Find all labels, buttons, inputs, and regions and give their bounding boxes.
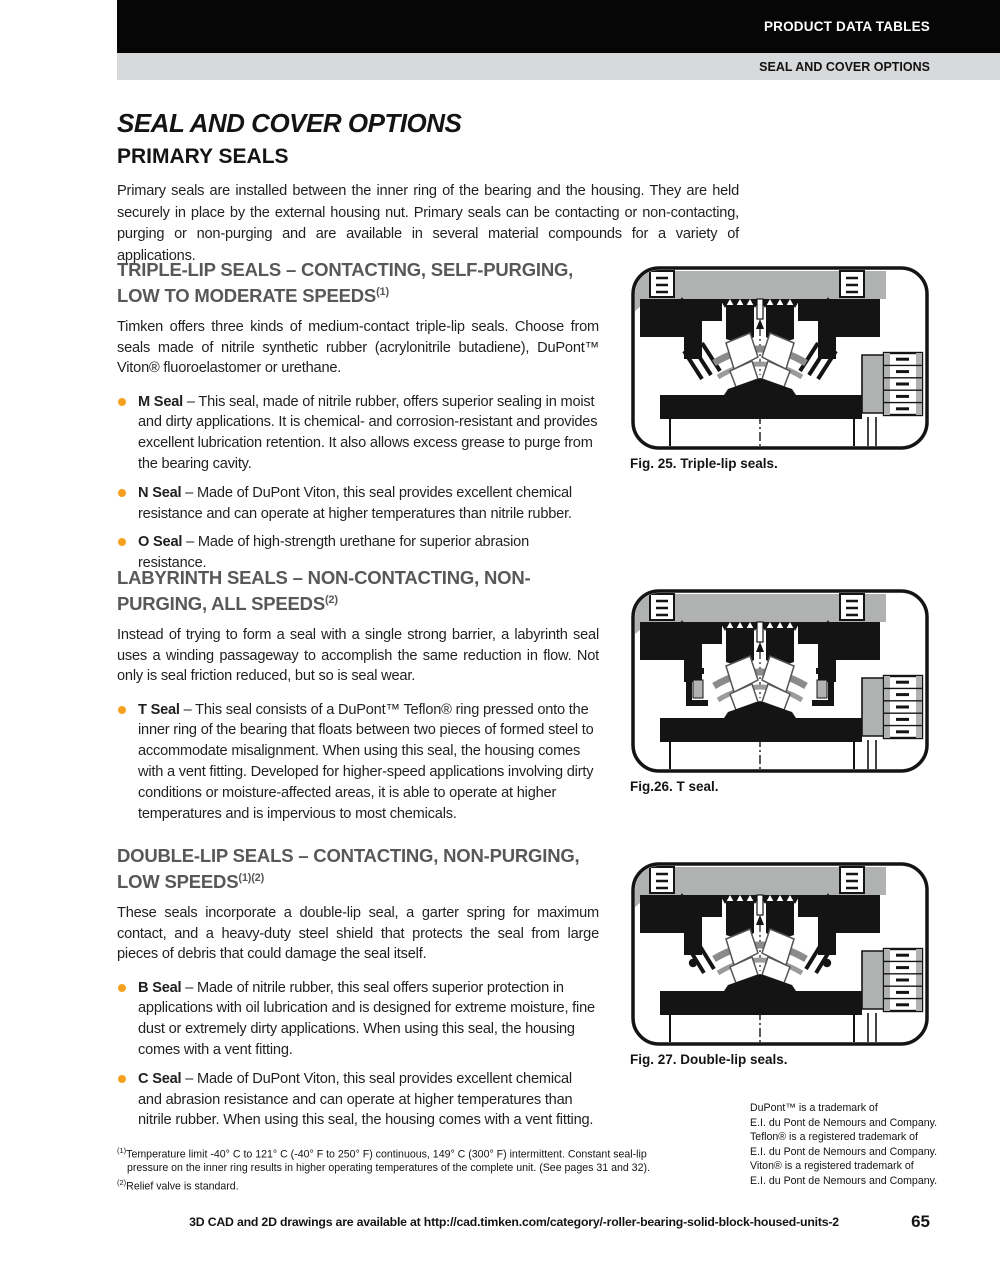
trademark-line: E.I. du Pont de Nemours and Company. (750, 1145, 938, 1158)
section-heading: LABYRINTH SEALS – NON-CONTACTING, NON-PURGING, ALL SPEEDS$^{(2)}$ (117, 567, 531, 615)
bullet-term: B Seal (138, 979, 182, 996)
bullet-list (117, 700, 599, 825)
page-title: SEAL AND COVER OPTIONS (117, 108, 462, 138)
figure-triple-lip-seals (630, 265, 930, 471)
figure-double-lip-seals (630, 861, 930, 1067)
section-heading: TRIPLE-LIP SEALS – CONTACTING, SELF-PURGING, LOW TO MODERATE SPEEDS$^{(1)}$ (117, 259, 574, 307)
footnote (117, 1144, 675, 1176)
footnotes (117, 1144, 675, 1194)
section-heading: DOUBLE-LIP SEALS – CONTACTING, NON-PURGING, LOW $SPEEDS^{(1)(2)}$ (117, 845, 580, 893)
bullet-term: C Seal (138, 1070, 182, 1087)
footnote-marker: (1) (117, 1146, 127, 1155)
bullet-text: – Made of DuPont Viton, this seal provides excellent chemical and abrasion resistance and can operate at higher temperatures than nitrile rubber. When using this seal, the housing comes with a vent fitting. (138, 1070, 594, 1129)
bullet-text: – This seal, made of nitrile rubber, offers superior sealing in moist and dirty applications. It is chemical- and corrosion-resistant and provides excellent lubrication retention. It also allows excess grease to purge from the bearing cavity. (138, 393, 598, 473)
bullet-term: T Seal (138, 701, 180, 718)
trademark-line: DuPont™ is a trademark of (750, 1102, 878, 1114)
bullet-dot-icon (118, 398, 126, 406)
section-double-lip-seals (117, 844, 599, 1139)
bullet-term: O Seal (138, 534, 183, 551)
bullet-item (117, 978, 599, 1061)
trademark-line: Teflon® is a registered trademark of (750, 1131, 918, 1144)
bullet-item (117, 392, 599, 475)
footer-note: 3D CAD and 2D drawings are available at http://cad.timken.com/category/-roller-bearing-solid-block-housed-units-2 (189, 1215, 839, 1229)
trademark-line: E.I. du Pont de Nemours and Company. (750, 1174, 938, 1187)
header-band-label: PRODUCT DATA TABLES (763, 19, 930, 34)
bullet-dot-icon (118, 984, 126, 992)
bearing-cross-section-diagram (630, 265, 930, 451)
bullet-item (117, 1069, 599, 1131)
bullet-term: N Seal (138, 484, 182, 501)
header-band (117, 0, 1000, 53)
bullet-text: – This seal consists of a DuPont™ Teflon® ring pressed onto the inner ring of the bearing that floats between two pieces of formed steel to accommodate misalignment. When using this seal, the housing comes with a vent fitting. Developed for higher-speed applications involving dirty conditions or moisture-affected areas, it is able to operate at higher temperatures and is impervious to most chemicals. (138, 701, 594, 822)
intro-paragraph: Primary seals are installed between the inner ring of the bearing and the housing. They are held securely in place by the external housing nut. Primary seals can be contacting or non-contacting, purging or non-purging and are available in several material compounds for a variety of applications. (117, 183, 739, 264)
page-footer (117, 1212, 930, 1232)
bullet-item (117, 483, 599, 525)
subheader-band (117, 53, 1000, 80)
figure-t-seal (630, 588, 930, 794)
footnote-marker: (1) (376, 286, 389, 298)
trademark-line: E.I. du Pont de Nemours and Company. (750, 1116, 938, 1129)
page-number: 65 (911, 1212, 930, 1231)
bullet-item (117, 700, 599, 825)
footnote-text: Temperature limit -40° C to 121° C (-40° F to 250° F) continuous, 149° C (300° F) intermittent. Constant seal-lip pressure on the inner ring results in higher operating temperatures of the complete unit. (See pages 31 and 32). (126, 1148, 650, 1175)
bullet-text: – Made of DuPont Viton, this seal provides excellent chemical resistance and can operate at higher temperatures than nitrile rubber. (138, 484, 572, 522)
footnote-marker: (2) (117, 1178, 127, 1188)
section-labyrinth-seals (117, 566, 599, 832)
bullet-term: M Seal (138, 393, 184, 410)
footnote (117, 1176, 675, 1194)
bullet-list (117, 978, 599, 1132)
footnote-text: Relief valve is standard. (126, 1180, 239, 1193)
bullet-list (117, 392, 599, 574)
bearing-cross-section-diagram (630, 588, 930, 774)
subheader-band-label: SEAL AND COVER OPTIONS (759, 59, 930, 74)
section-body: Timken offers three kinds of medium-contact triple-lip seals. Choose from seals made of nitrile synthetic rubber (acrylonitrile butadiene), DuPont™ Viton® fluoroelastomer or urethane. (117, 319, 599, 377)
page-subtitle: PRIMARY SEALS (117, 145, 289, 168)
footnote-marker: (2) (324, 594, 338, 606)
trademark-notes (750, 1101, 937, 1189)
figure-caption: Fig.26. T seal. (630, 779, 719, 794)
bullet-text: – Made of high-strength urethane for superior abrasion resistance. (138, 534, 529, 572)
footnote-marker: (1)(2) (238, 872, 265, 884)
bullet-text: – Made of nitrile rubber, this seal offers superior protection in applications with oil lubrication and is designed for extreme moisture, fine dust or extremely dirty applications. When using this seal, the housing comes with a vent fitting. (138, 979, 595, 1059)
figure-caption: Fig. 25. Triple-lip seals. (630, 456, 778, 471)
bullet-dot-icon (118, 489, 126, 497)
bullet-dot-icon (118, 538, 126, 546)
section-body: Instead of trying to form a seal with a single strong barrier, a labyrinth seal uses a winding passageway to accomplish the same reduction in flow. Not only is seal friction reduced, but so is seal wear. (117, 627, 599, 685)
bearing-cross-section-diagram (630, 861, 930, 1047)
bullet-dot-icon (118, 706, 126, 714)
section-triple-lip-seals (117, 258, 599, 582)
trademark-line: Viton® is a registered trademark of (750, 1160, 914, 1173)
bullet-dot-icon (118, 1075, 126, 1083)
figure-caption: Fig. 27. Double-lip seals. (630, 1052, 788, 1067)
section-body: These seals incorporate a double-lip seal, a garter spring for maximum contact, and a heavy-duty steel shield that protects the seal from large pieces of debris that could damage the seal itself. (117, 905, 599, 963)
